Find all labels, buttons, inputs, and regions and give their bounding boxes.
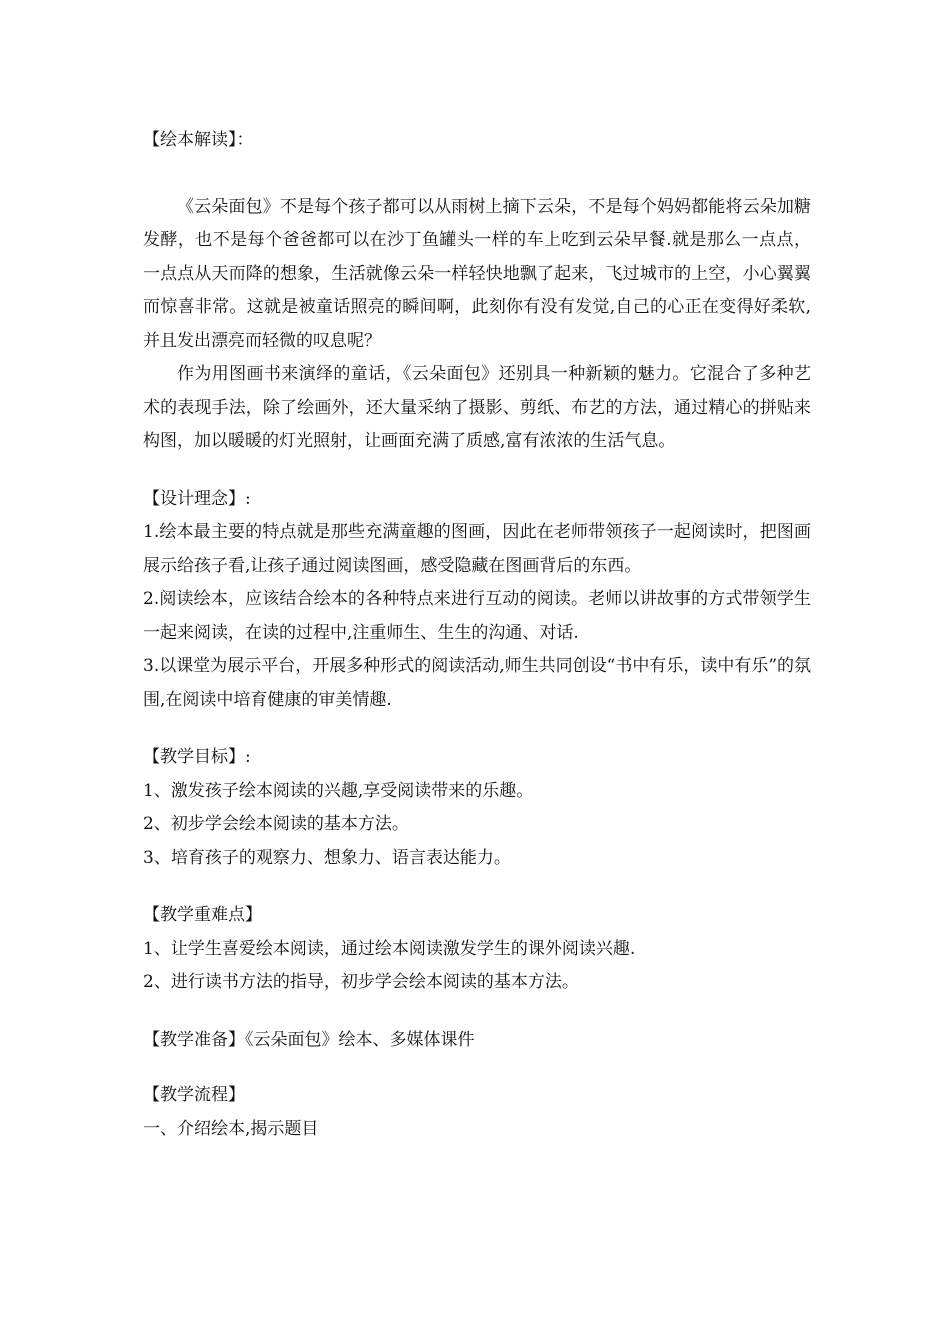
section-heading-prep: 【教学准备】《云朵面包》绘本、多媒体课件	[143, 1029, 475, 1050]
spacer	[143, 158, 811, 191]
list-item: 1、让学生喜爱绘本阅读，通过绘本阅读激发学生的课外阅读兴趣.	[143, 938, 636, 959]
list-item: 3.以课堂为展示平台，开展多种形式的阅读活动,师生共同创设“书中有乐，读中有乐”的氛围,在阅读中培育健康的审美情趣.	[143, 656, 812, 710]
paragraph: 作为用图画书来演绎的童话，《云朵面包》还别具一种新颖的魅力。它混合了多种艺术的表现手法，除了绘画外，还大量采纳了摄影、剪纸、布艺的方法，通过精心的拼贴来构图，加以暖暖的灯光照射，让画面充满了质感,富有浓浓的生活气息。	[143, 364, 811, 451]
section-heading-design: 【设计理念】:	[143, 488, 251, 509]
paragraph: 《云朵面包》不是每个孩子都可以从雨树上摘下云朵，不是每个妈妈都能将云朵加糖发酵，也不是每个爸爸都可以在沙丁鱼罐头一样的车上吃到云朵早餐.就是那么一点点，一点点从天而降的想象，生活就像云朵一样轻快地飘了起来，飞过城市的上空，小心翼翼而惊喜非常。这就是被童话照亮的瞬间啊，此刻你有没有发觉,自己的心正在变得好柔软,并且发出漂亮而轻微的叹息呢？	[143, 196, 811, 351]
spacer	[143, 717, 811, 741]
spacer	[143, 1057, 811, 1079]
list-item: 1、激发孩子绘本阅读的兴趣,享受阅读带来的乐趣。	[143, 780, 534, 801]
document-page	[143, 124, 811, 1146]
spacer	[143, 1000, 811, 1024]
list-item: 1.绘本最主要的特点就是那些充满童趣的图画，因此在老师带领孩子一起阅读时，把图画展示给孩子看,让孩子通过阅读图画，感受隐藏在图画背后的东西。	[143, 522, 811, 576]
section-heading-interpretation: 【绘本解读】：	[143, 130, 254, 150]
spacer	[143, 875, 811, 899]
list-item: 3、培育孩子的观察力、想象力、语言表达能力。	[143, 847, 511, 868]
list-item: 2、进行读书方法的指导，初步学会绘本阅读的基本方法。	[143, 972, 579, 992]
list-item: 2.阅读绘本，应该结合绘本的各种特点来进行互动的阅读。老师以讲故事的方式带领学生一起来阅读，在读的过程中,注重师生、生生的沟通、对话.	[143, 589, 811, 643]
section-heading-keypoints: 【教学重难点】	[143, 905, 262, 925]
section-heading-goals: 【教学目标】:	[143, 747, 251, 767]
list-item: 2、初步学会绘本阅读的基本方法。	[143, 814, 409, 834]
section-heading-flow: 【教学流程】	[143, 1085, 245, 1105]
spacer	[143, 459, 811, 483]
list-item: 一、介绍绘本,揭示题目	[143, 1118, 319, 1139]
